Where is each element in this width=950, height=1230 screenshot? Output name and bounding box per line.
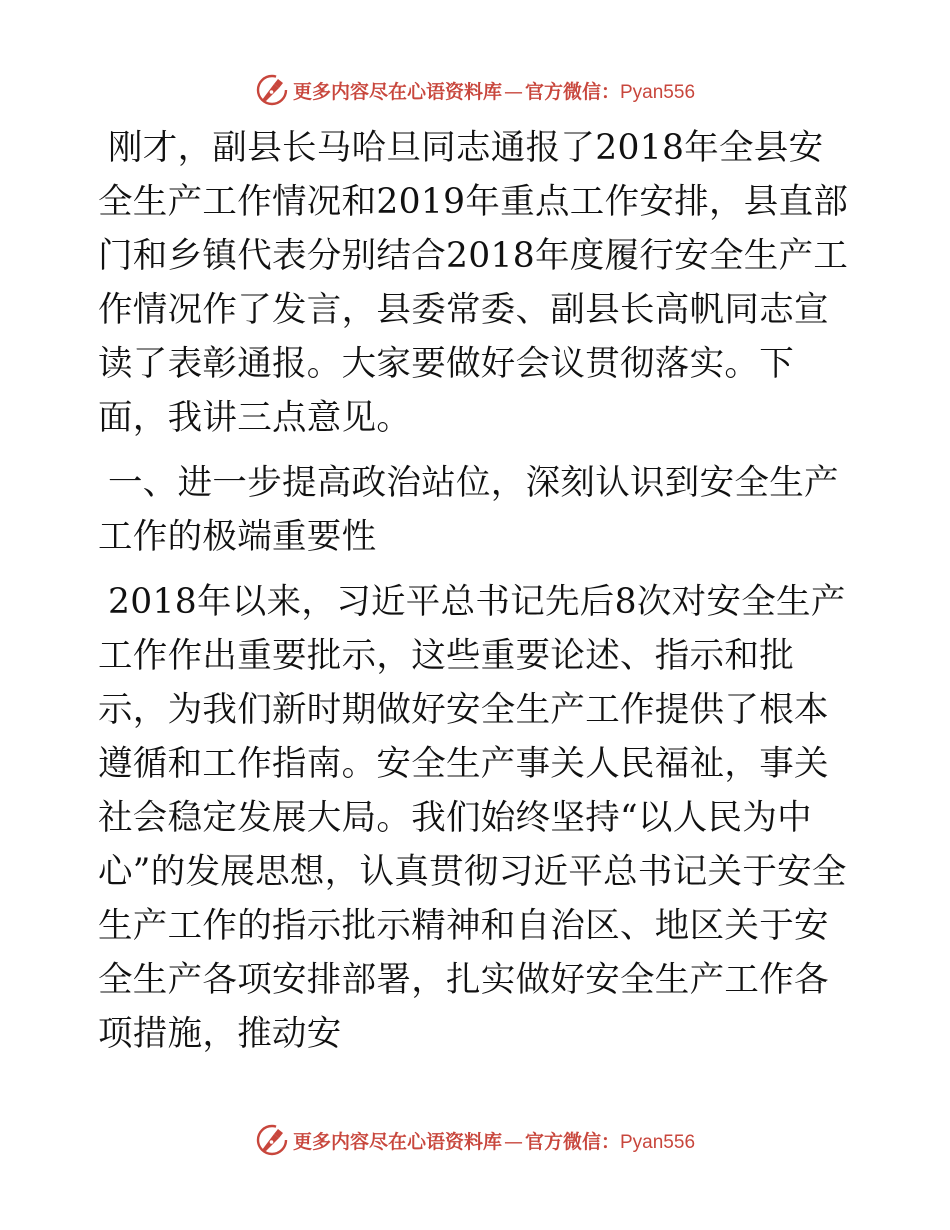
watermark-separator: —	[503, 80, 523, 103]
section-heading-1: 一、进一步提高政治站位，深刻认识到安全生产工作的极端重要性	[98, 463, 839, 557]
watermark-account: Pyan556	[620, 81, 696, 103]
pen-nib-logo-icon	[255, 1123, 289, 1157]
paragraph-2018: 2018年以来，习近平总书记先后8次对安全生产工作作出重要批示，这些重要论述、指示和批示，为我们新时期做好安全生产工作提供了根本遵循和工作指南。安全生产事关人民福祉，事关社会稳定发展大局。我们始终坚持“以人民为中心”的发展思想，认真贯彻习近平总书记关于安全生产工作的指示批示精神和自治区、地区关于安全生产各项安排部署，扎实做好安全生产工作各项措施，推动安	[98, 582, 847, 1054]
paragraph-intro: 刚才，副县长马哈旦同志通报了2018年全县安全生产工作情况和2019年重点工作安排，县直部门和乡镇代表分别结合2018年度履行安全生产工作情况作了发言，县委常委、副县长高帆同志宣读了表彰通报。大家要做好会议贯彻落实。下面，我讲三点意见。	[98, 128, 849, 438]
watermark-header	[0, 70, 950, 110]
watermark-text: 更多内容尽在心语资料库	[292, 80, 502, 103]
watermark-separator: —	[503, 1130, 523, 1153]
watermark-text: 更多内容尽在心语资料库	[292, 1130, 502, 1153]
watermark-label: 官方微信：	[524, 80, 620, 103]
watermark-label: 官方微信：	[524, 1130, 620, 1153]
pen-nib-logo-icon	[255, 73, 289, 107]
watermark-footer	[0, 1120, 950, 1160]
document-body	[98, 121, 858, 1072]
watermark-account: Pyan556	[620, 1131, 696, 1153]
